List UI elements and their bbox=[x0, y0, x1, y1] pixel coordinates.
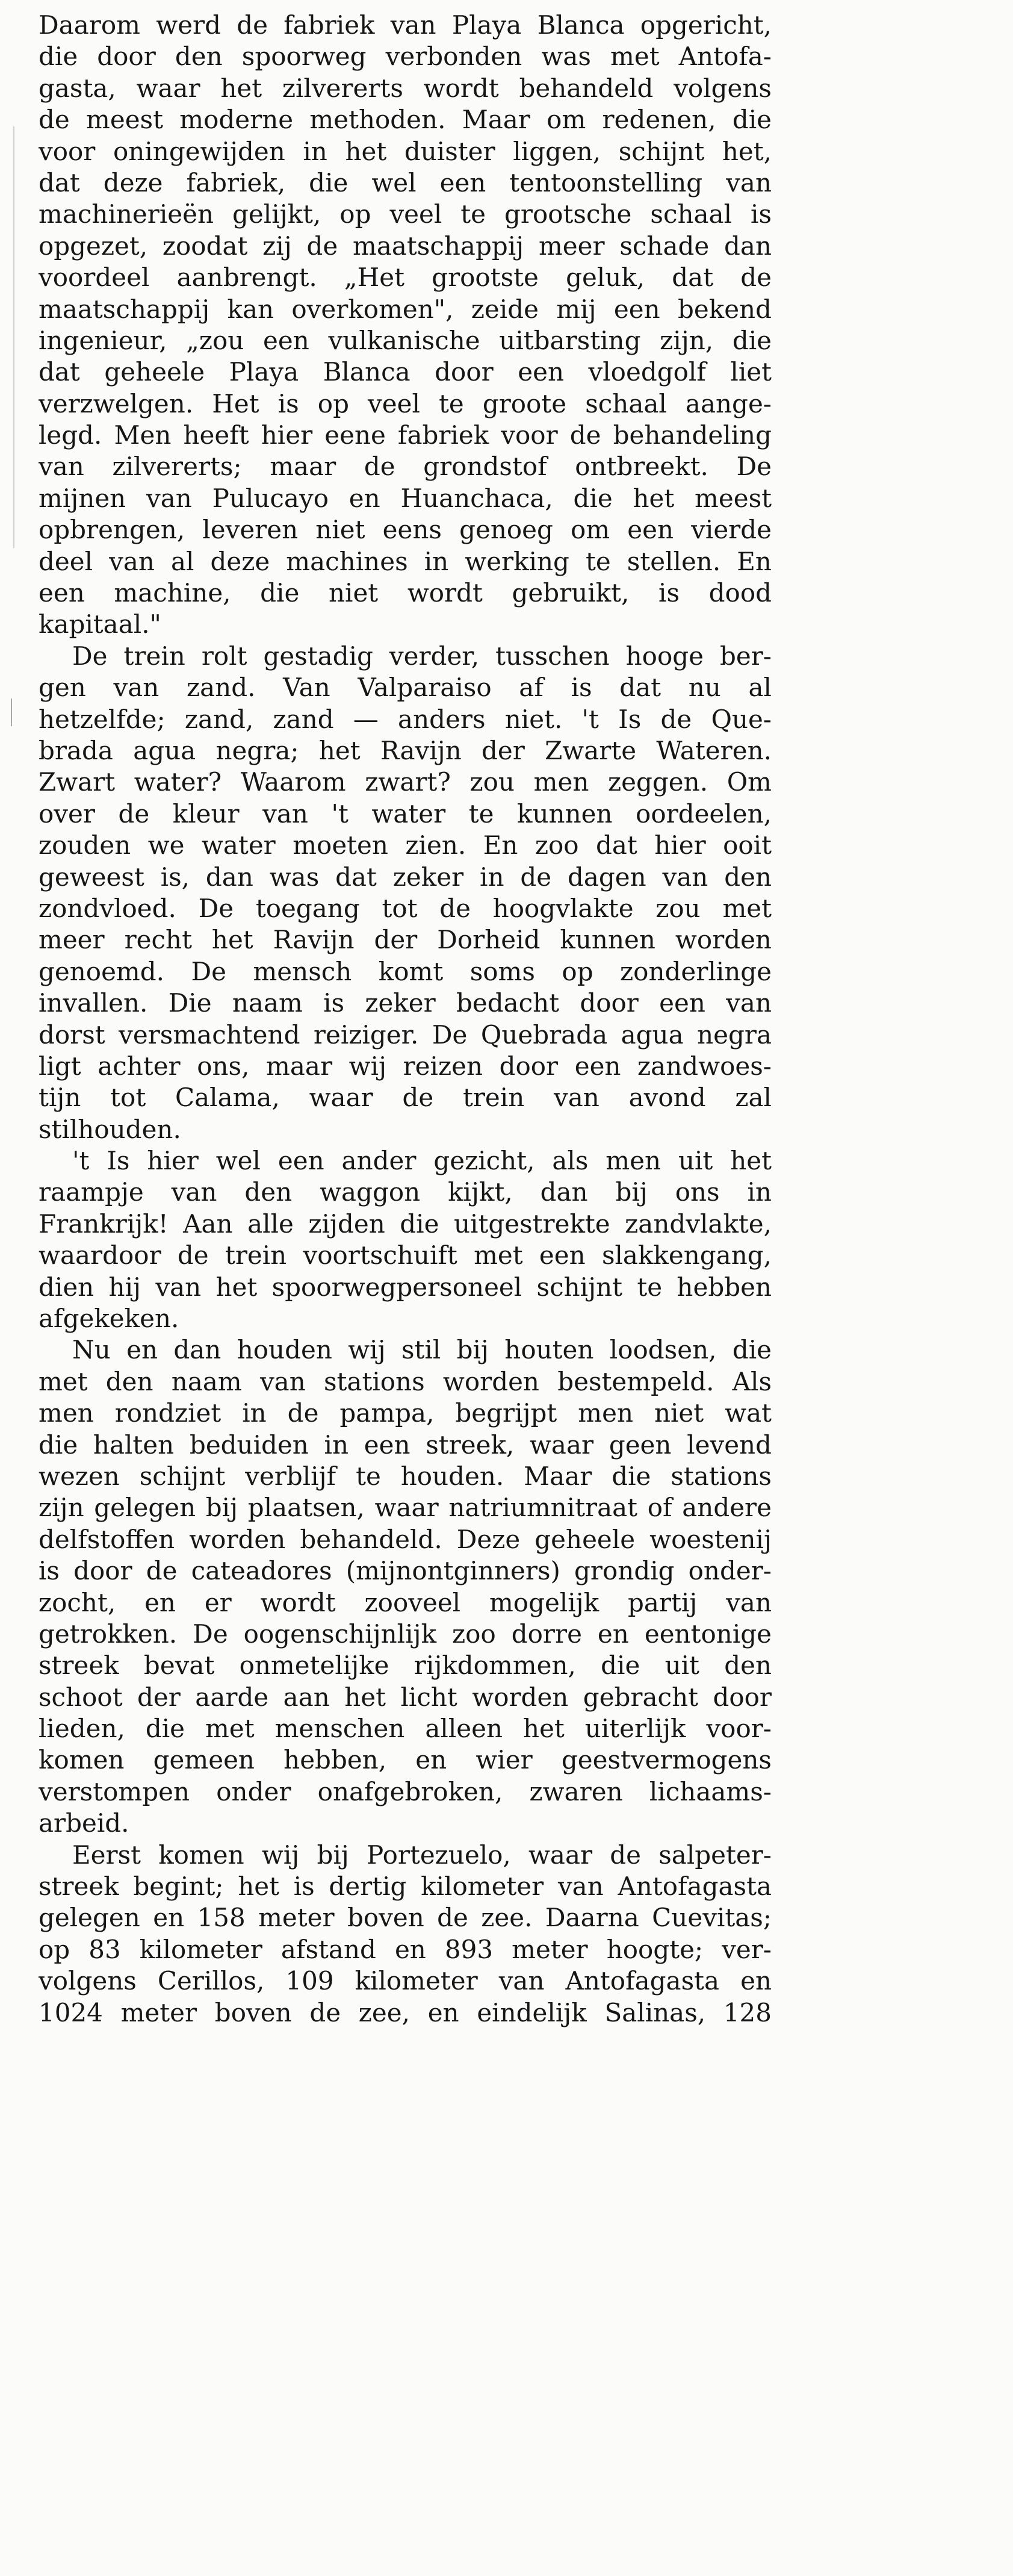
text-line: machinerieën gelijkt, op veel te grootsche schaal is bbox=[39, 199, 772, 229]
text-line: zondvloed. De toegang tot de hoogvlakte zou met bbox=[39, 893, 772, 923]
text-line: wezen schijnt verblijf te houden. Maar die stations bbox=[39, 1461, 772, 1491]
margin-mark bbox=[11, 698, 12, 726]
text-line: zijn gelegen bij plaatsen, waar natriumnitraat of andere bbox=[39, 1493, 772, 1523]
text-line: gelegen en 158 meter boven de zee. Daarna Cuevitas; bbox=[39, 1903, 772, 1933]
text-line: arbeid. bbox=[39, 1808, 129, 1838]
text-line: opgezet, zoodat zij de maatschappij meer schade dan bbox=[39, 231, 772, 261]
text-line: voor oningewijden in het duister liggen, schijnt het, bbox=[39, 136, 772, 166]
text-line: zocht, en er wordt zooveel mogelijk partij van bbox=[39, 1587, 772, 1617]
text-line: Daarom werd de fabriek van Playa Blanca opgericht, bbox=[39, 10, 772, 40]
text-line: schoot der aarde aan het licht worden gebracht door bbox=[39, 1682, 772, 1712]
text-line: verzwelgen. Het is op veel te groote schaal aange- bbox=[39, 388, 772, 418]
text-line: getrokken. De oogenschijnlijk zoo dorre en eentonige bbox=[39, 1619, 772, 1649]
text-line: meer recht het Ravijn der Dorheid kunnen worden bbox=[39, 925, 772, 955]
text-line: zouden we water moeten zien. En zoo dat hier ooit bbox=[39, 830, 772, 860]
text-line: dien hij van het spoorwegpersoneel schijnt te hebben bbox=[39, 1272, 772, 1302]
text-line: ingenieur, „zou een vulkanische uitbarsting zijn, die bbox=[39, 325, 772, 355]
text-line: De trein rolt gestadig verder, tusschen hooge ber- bbox=[72, 641, 772, 671]
text-line: die door den spoorweg verbonden was met Antofa- bbox=[39, 42, 772, 72]
margin-rule bbox=[13, 126, 14, 548]
text-line: dorst versmachtend reiziger. De Quebrada agua negra bbox=[39, 1019, 772, 1050]
text-line: Zwart water? Waarom zwart? zou men zeggen. Om bbox=[39, 767, 772, 797]
text-line: Frankrijk! Aan alle zijden die uitgestrekte zandvlakte, bbox=[39, 1209, 772, 1239]
text-line: 't Is hier wel een ander gezicht, als men uit het bbox=[72, 1146, 772, 1176]
text-line: komen gemeen hebben, en wier geestvermogens bbox=[39, 1745, 772, 1775]
text-line: kapitaal." bbox=[39, 609, 161, 639]
text-line: over de kleur van 't water te kunnen oordeelen, bbox=[39, 798, 772, 829]
text-line: hetzelfde; zand, zand — anders niet. 't Is de Que- bbox=[39, 704, 772, 734]
text-line: streek begint; het is dertig kilometer van Antofagasta bbox=[39, 1871, 772, 1902]
text-line: Eerst komen wij bij Portezuelo, waar de salpeter- bbox=[72, 1840, 772, 1870]
text-line: opbrengen, leveren niet eens genoeg om een vierde bbox=[39, 515, 772, 545]
text-line: stilhouden. bbox=[39, 1114, 181, 1144]
text-line: men rondziet in de pampa, begrijpt men niet wat bbox=[39, 1398, 772, 1428]
body-text bbox=[39, 10, 772, 2029]
text-line: legd. Men heeft hier eene fabriek voor de behandeling bbox=[39, 420, 772, 450]
text-line: Nu en dan houden wij stil bij houten loodsen, die bbox=[72, 1335, 772, 1365]
text-line: geweest is, dan was dat zeker in de dagen van den bbox=[39, 862, 772, 892]
text-line: dat geheele Playa Blanca door een vloedgolf liet bbox=[39, 357, 772, 387]
text-line: genoemd. De mensch komt soms op zonderlinge bbox=[39, 956, 772, 986]
text-line: brada agua negra; het Ravijn der Zwarte Wateren. bbox=[39, 735, 772, 765]
text-line: maatschappij kan overkomen", zeide mij een bekend bbox=[39, 294, 772, 324]
text-line: deel van al deze machines in werking te stellen. En bbox=[39, 546, 772, 576]
text-line: dat deze fabriek, die wel een tentoonstelling van bbox=[39, 167, 772, 198]
text-line: gen van zand. Van Valparaiso af is dat nu al bbox=[39, 673, 772, 703]
text-line: is door de cateadores (mijnontginners) grondig onder- bbox=[39, 1556, 772, 1586]
text-line: ligt achter ons, maar wij reizen door een zandwoes- bbox=[39, 1051, 772, 1081]
text-line: afgekeken. bbox=[39, 1304, 179, 1334]
text-line: gasta, waar het zilvererts wordt behandeld volgens bbox=[39, 73, 772, 103]
text-line: waardoor de trein voortschuift met een slakkengang, bbox=[39, 1240, 772, 1271]
text-line: de meest moderne methoden. Maar om redenen, die bbox=[39, 105, 772, 135]
text-line: streek bevat onmetelijke rijkdommen, die uit den bbox=[39, 1650, 772, 1681]
text-line: een machine, die niet wordt gebruikt, is dood bbox=[39, 578, 772, 608]
text-line: lieden, die met menschen alleen het uiterlijk voor- bbox=[39, 1714, 772, 1744]
text-line: raampje van den waggon kijkt, dan bij ons in bbox=[39, 1177, 772, 1207]
text-line: die halten beduiden in een streek, waar geen levend bbox=[39, 1430, 772, 1460]
text-line: invallen. Die naam is zeker bedacht door een van bbox=[39, 988, 772, 1018]
text-line: tijn tot Calama, waar de trein van avond zal bbox=[39, 1083, 772, 1113]
text-line: van zilvererts; maar de grondstof ontbreekt. De bbox=[39, 452, 772, 482]
text-line: mijnen van Pulucayo en Huanchaca, die het meest bbox=[39, 483, 772, 513]
text-line: volgens Cerillos, 109 kilometer van Antofagasta en bbox=[39, 1966, 772, 1996]
text-line: verstompen onder onafgebroken, zwaren lichaams- bbox=[39, 1776, 772, 1806]
text-line: delfstoffen worden behandeld. Deze geheele woestenij bbox=[39, 1524, 772, 1554]
text-line: voordeel aanbrengt. „Het grootste geluk, dat de bbox=[39, 263, 772, 293]
text-line: op 83 kilometer afstand en 893 meter hoogte; ver- bbox=[39, 1934, 772, 1964]
text-line: 1024 meter boven de zee, en eindelijk Salinas, 128 bbox=[39, 1997, 772, 2027]
text-line: met den naam van stations worden bestempeld. Als bbox=[39, 1366, 772, 1396]
